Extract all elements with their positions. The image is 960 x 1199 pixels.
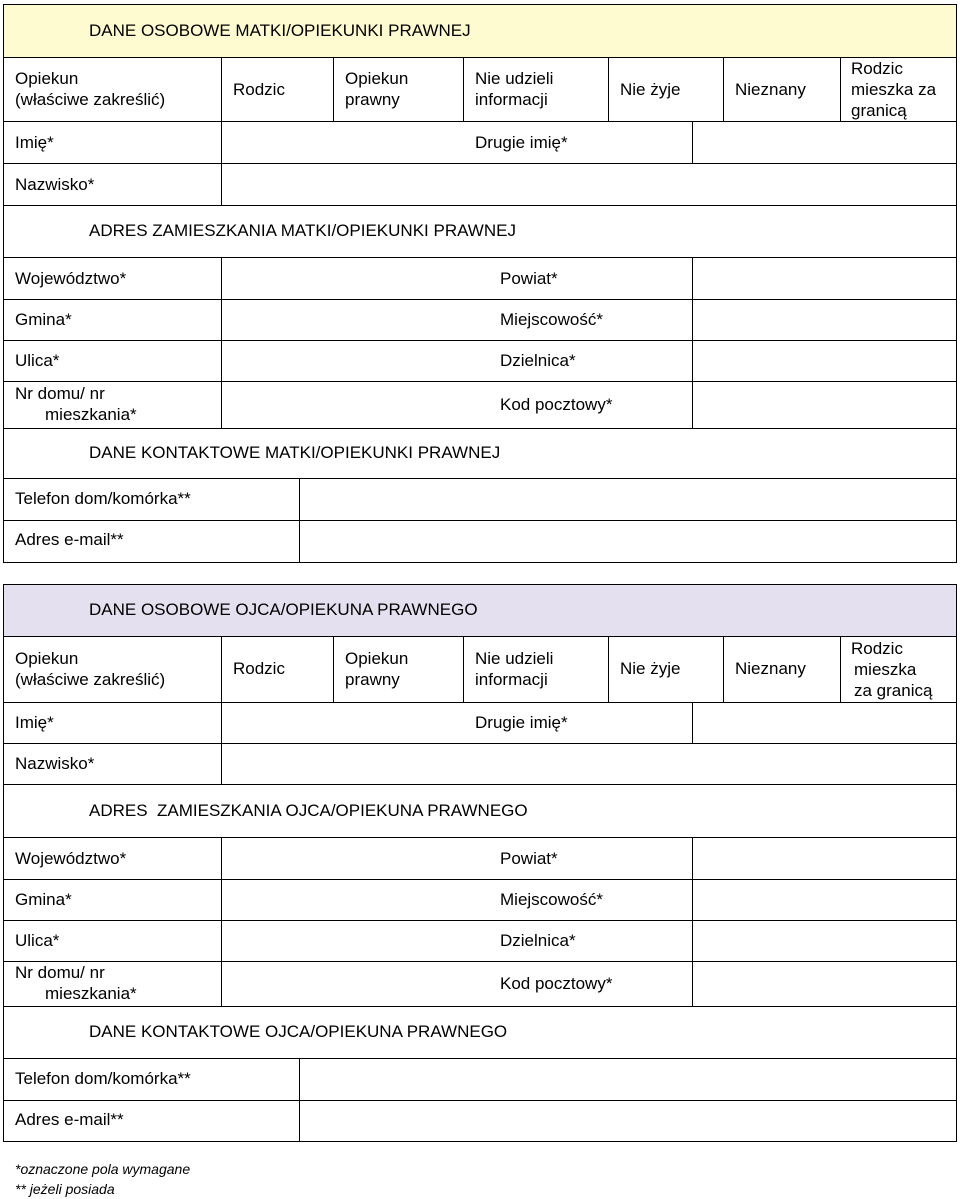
mother-surname-label: Nazwisko* bbox=[15, 175, 95, 194]
father-contact-title: DANE KONTAKTOWE OJCA/OPIEKUNA PRAWNEGO bbox=[89, 1022, 508, 1041]
father-house-number-field[interactable] bbox=[222, 962, 463, 1006]
mother-postal-code-label: Kod pocztowy* bbox=[500, 395, 613, 414]
father-county-label: Powiat* bbox=[500, 849, 558, 868]
mother-postal-code-field[interactable] bbox=[693, 382, 956, 428]
father-voivodeship-label: Województwo* bbox=[15, 849, 127, 868]
father-option-legal-guardian[interactable]: Opiekun prawny bbox=[345, 649, 409, 689]
father-voivodeship-field[interactable] bbox=[222, 838, 463, 879]
father-street-field[interactable] bbox=[222, 921, 463, 961]
mother-second-name-label: Drugie imię* bbox=[475, 133, 568, 152]
mother-street-label: Ulica* bbox=[15, 351, 60, 370]
father-first-name-label: Imię* bbox=[15, 713, 54, 732]
mother-commune-field[interactable] bbox=[222, 300, 463, 340]
father-section-title: DANE OSOBOWE OJCA/OPIEKUNA PRAWNEGO bbox=[89, 600, 478, 619]
mother-guardian-label: Opiekun (właściwe zakreślić) bbox=[15, 69, 166, 109]
mother-voivodeship-label: Województwo* bbox=[15, 269, 127, 288]
father-street-label: Ulica* bbox=[15, 931, 60, 950]
mother-street-field[interactable] bbox=[222, 341, 463, 381]
father-phone-label: Telefon dom/komórka** bbox=[15, 1069, 191, 1088]
father-email-field[interactable] bbox=[300, 1101, 956, 1141]
mother-contact-title: DANE KONTAKTOWE MATKI/OPIEKUNKI PRAWNEJ bbox=[89, 443, 501, 462]
father-district-label: Dzielnica* bbox=[500, 931, 576, 950]
father-county-field[interactable] bbox=[693, 838, 956, 879]
mother-section-title: DANE OSOBOWE MATKI/OPIEKUNKI PRAWNEJ bbox=[89, 21, 471, 40]
father-postal-code-label: Kod pocztowy* bbox=[500, 974, 613, 993]
mother-city-field[interactable] bbox=[693, 300, 956, 340]
mother-surname-field[interactable] bbox=[222, 164, 956, 205]
father-district-field[interactable] bbox=[693, 921, 956, 961]
father-address-title: ADRES ZAMIESZKANIA OJCA/OPIEKUNA PRAWNEGO bbox=[89, 801, 528, 820]
mother-option-abroad[interactable]: Rodzic mieszka za granicą bbox=[851, 59, 937, 120]
father-phone-field[interactable] bbox=[300, 1059, 956, 1100]
father-surname-field[interactable] bbox=[222, 744, 956, 784]
required-fields-note: *oznaczone pola wymagane bbox=[15, 1161, 191, 1177]
mother-email-label: Adres e-mail** bbox=[15, 530, 124, 549]
father-city-field[interactable] bbox=[693, 880, 956, 920]
father-second-name-field[interactable] bbox=[693, 703, 956, 743]
mother-first-name-field[interactable] bbox=[222, 122, 463, 163]
father-surname-label: Nazwisko* bbox=[15, 754, 95, 773]
optional-fields-note: ** jeżeli posiada bbox=[15, 1181, 115, 1197]
mother-option-unknown[interactable]: Nieznany bbox=[735, 80, 806, 99]
mother-county-field[interactable] bbox=[693, 258, 956, 299]
father-house-number-label: Nr domu/ nr mieszkania* bbox=[15, 963, 137, 1003]
father-first-name-field[interactable] bbox=[222, 703, 463, 743]
father-option-parent[interactable]: Rodzic bbox=[233, 659, 285, 678]
father-option-no-info[interactable]: Nie udzieli informacji bbox=[475, 649, 554, 689]
mother-option-parent[interactable]: Rodzic bbox=[233, 80, 285, 99]
mother-phone-label: Telefon dom/komórka** bbox=[15, 489, 191, 508]
father-postal-code-field[interactable] bbox=[693, 962, 956, 1006]
father-city-label: Miejscowość* bbox=[500, 890, 603, 909]
mother-city-label: Miejscowość* bbox=[500, 310, 603, 329]
mother-house-number-field[interactable] bbox=[222, 382, 463, 428]
mother-first-name-label: Imię* bbox=[15, 133, 54, 152]
mother-email-field[interactable] bbox=[300, 521, 956, 562]
father-option-abroad[interactable]: Rodzic mieszka za granicą bbox=[851, 639, 933, 700]
mother-house-number-label: Nr domu/ nr mieszkania* bbox=[15, 384, 137, 424]
father-option-deceased[interactable]: Nie żyje bbox=[620, 659, 681, 678]
father-email-label: Adres e-mail** bbox=[15, 1110, 124, 1129]
mother-district-field[interactable] bbox=[693, 341, 956, 381]
father-commune-label: Gmina* bbox=[15, 890, 72, 909]
mother-second-name-field[interactable] bbox=[693, 122, 956, 163]
father-guardian-label: Opiekun (właściwe zakreślić) bbox=[15, 649, 166, 689]
mother-voivodeship-field[interactable] bbox=[222, 258, 463, 299]
mother-commune-label: Gmina* bbox=[15, 310, 72, 329]
mother-address-title: ADRES ZAMIESZKANIA MATKI/OPIEKUNKI PRAWNEJ bbox=[89, 221, 516, 240]
mother-district-label: Dzielnica* bbox=[500, 351, 576, 370]
mother-option-no-info[interactable]: Nie udzieli informacji bbox=[475, 69, 554, 109]
father-option-unknown[interactable]: Nieznany bbox=[735, 659, 806, 678]
mother-option-deceased[interactable]: Nie żyje bbox=[620, 80, 681, 99]
mother-county-label: Powiat* bbox=[500, 269, 558, 288]
mother-phone-field[interactable] bbox=[300, 479, 956, 520]
father-second-name-label: Drugie imię* bbox=[475, 713, 568, 732]
mother-option-legal-guardian[interactable]: Opiekun prawny bbox=[345, 69, 409, 109]
father-commune-field[interactable] bbox=[222, 880, 463, 920]
